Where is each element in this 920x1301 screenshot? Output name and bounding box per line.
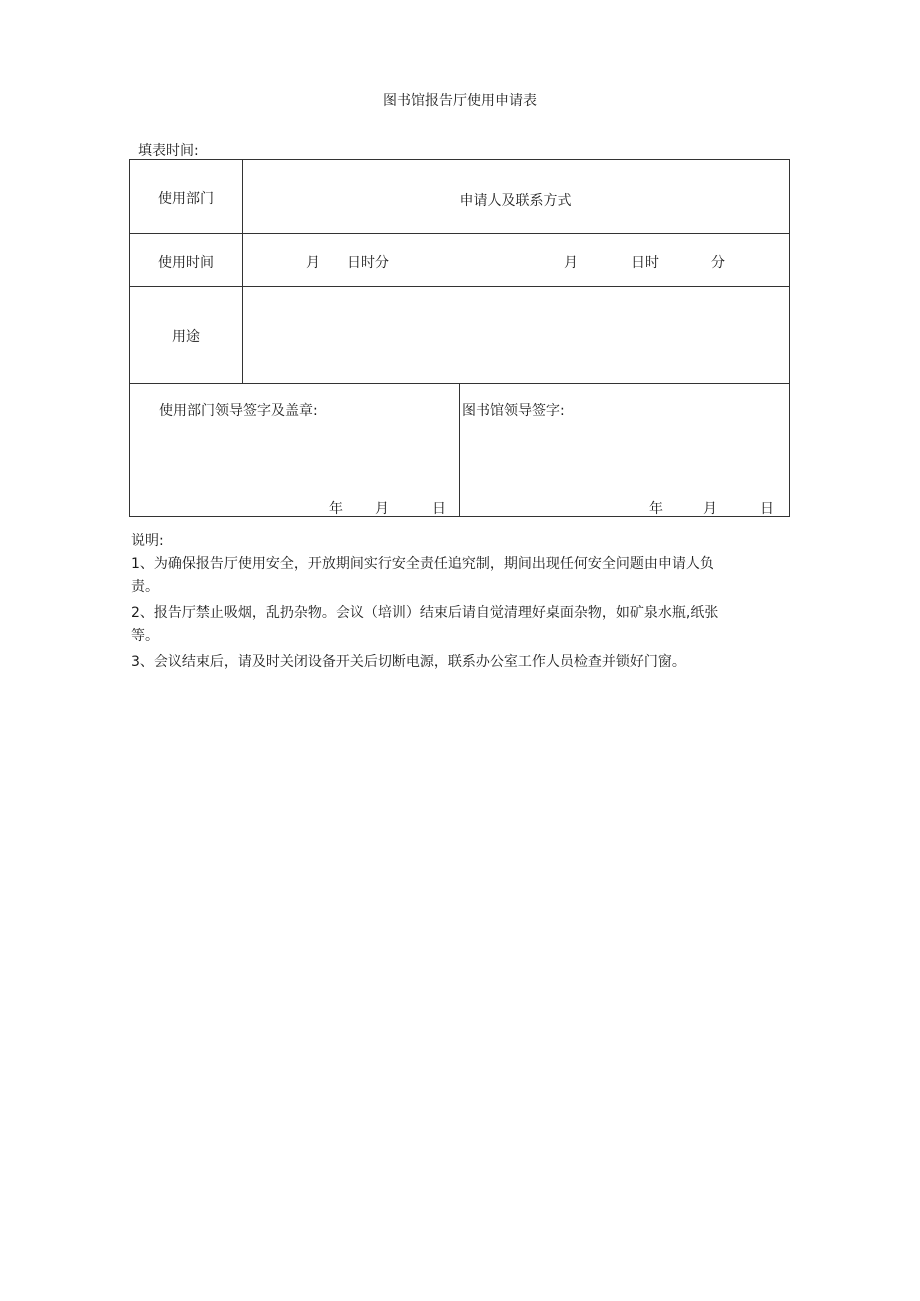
note-item-3: 3、会议结束后，请及时关闭设备开关后切断电源，联系办公室工作人员检查并锁好门窗。 <box>131 654 686 670</box>
fill-time-label: 填表时间: <box>138 143 199 159</box>
left-year-label: 年 <box>329 501 343 517</box>
dept-label: 使用部门 <box>158 191 214 207</box>
purpose-label: 用途 <box>172 329 200 345</box>
start-month[interactable]: 月 <box>306 255 320 271</box>
start-day-hour-minute[interactable]: 日时分 <box>347 255 389 271</box>
end-month[interactable]: 月 <box>564 255 578 271</box>
row-divider <box>130 233 789 234</box>
right-day-label: 日 <box>760 501 774 517</box>
note-item-1-line-2: 责。 <box>131 579 159 595</box>
right-year-label: 年 <box>649 501 663 517</box>
applicant-contact-label: 申请人及联系方式 <box>459 193 572 209</box>
note-item-2-line-2: 等。 <box>131 628 159 644</box>
library-leader-signature-label: 图书馆领导签字: <box>462 403 565 419</box>
row-divider <box>130 286 789 287</box>
dept-leader-signature-label: 使用部门领导签字及盖章: <box>159 403 318 419</box>
notes-heading: 说明: <box>131 533 164 549</box>
left-month-label: 月 <box>375 501 389 517</box>
time-label: 使用时间 <box>158 255 214 271</box>
end-day-hour[interactable]: 日时 <box>631 255 659 271</box>
end-minute[interactable]: 分 <box>711 255 725 271</box>
application-form-table <box>129 159 790 517</box>
page-title: 图书馆报告厅使用申请表 <box>383 93 537 109</box>
column-divider <box>459 383 460 516</box>
left-day-label: 日 <box>432 501 446 517</box>
right-month-label: 月 <box>703 501 717 517</box>
note-item-1-line-1: 1、为确保报告厅使用安全，开放期间实行安全责任追究制，期间出现任何安全问题由申请人负 <box>131 556 714 572</box>
note-item-2-line-1: 2、报告厅禁止吸烟，乱扔杂物。会议（培训）结束后请自觉清理好桌面杂物，如矿泉水瓶,纸张 <box>131 605 719 621</box>
